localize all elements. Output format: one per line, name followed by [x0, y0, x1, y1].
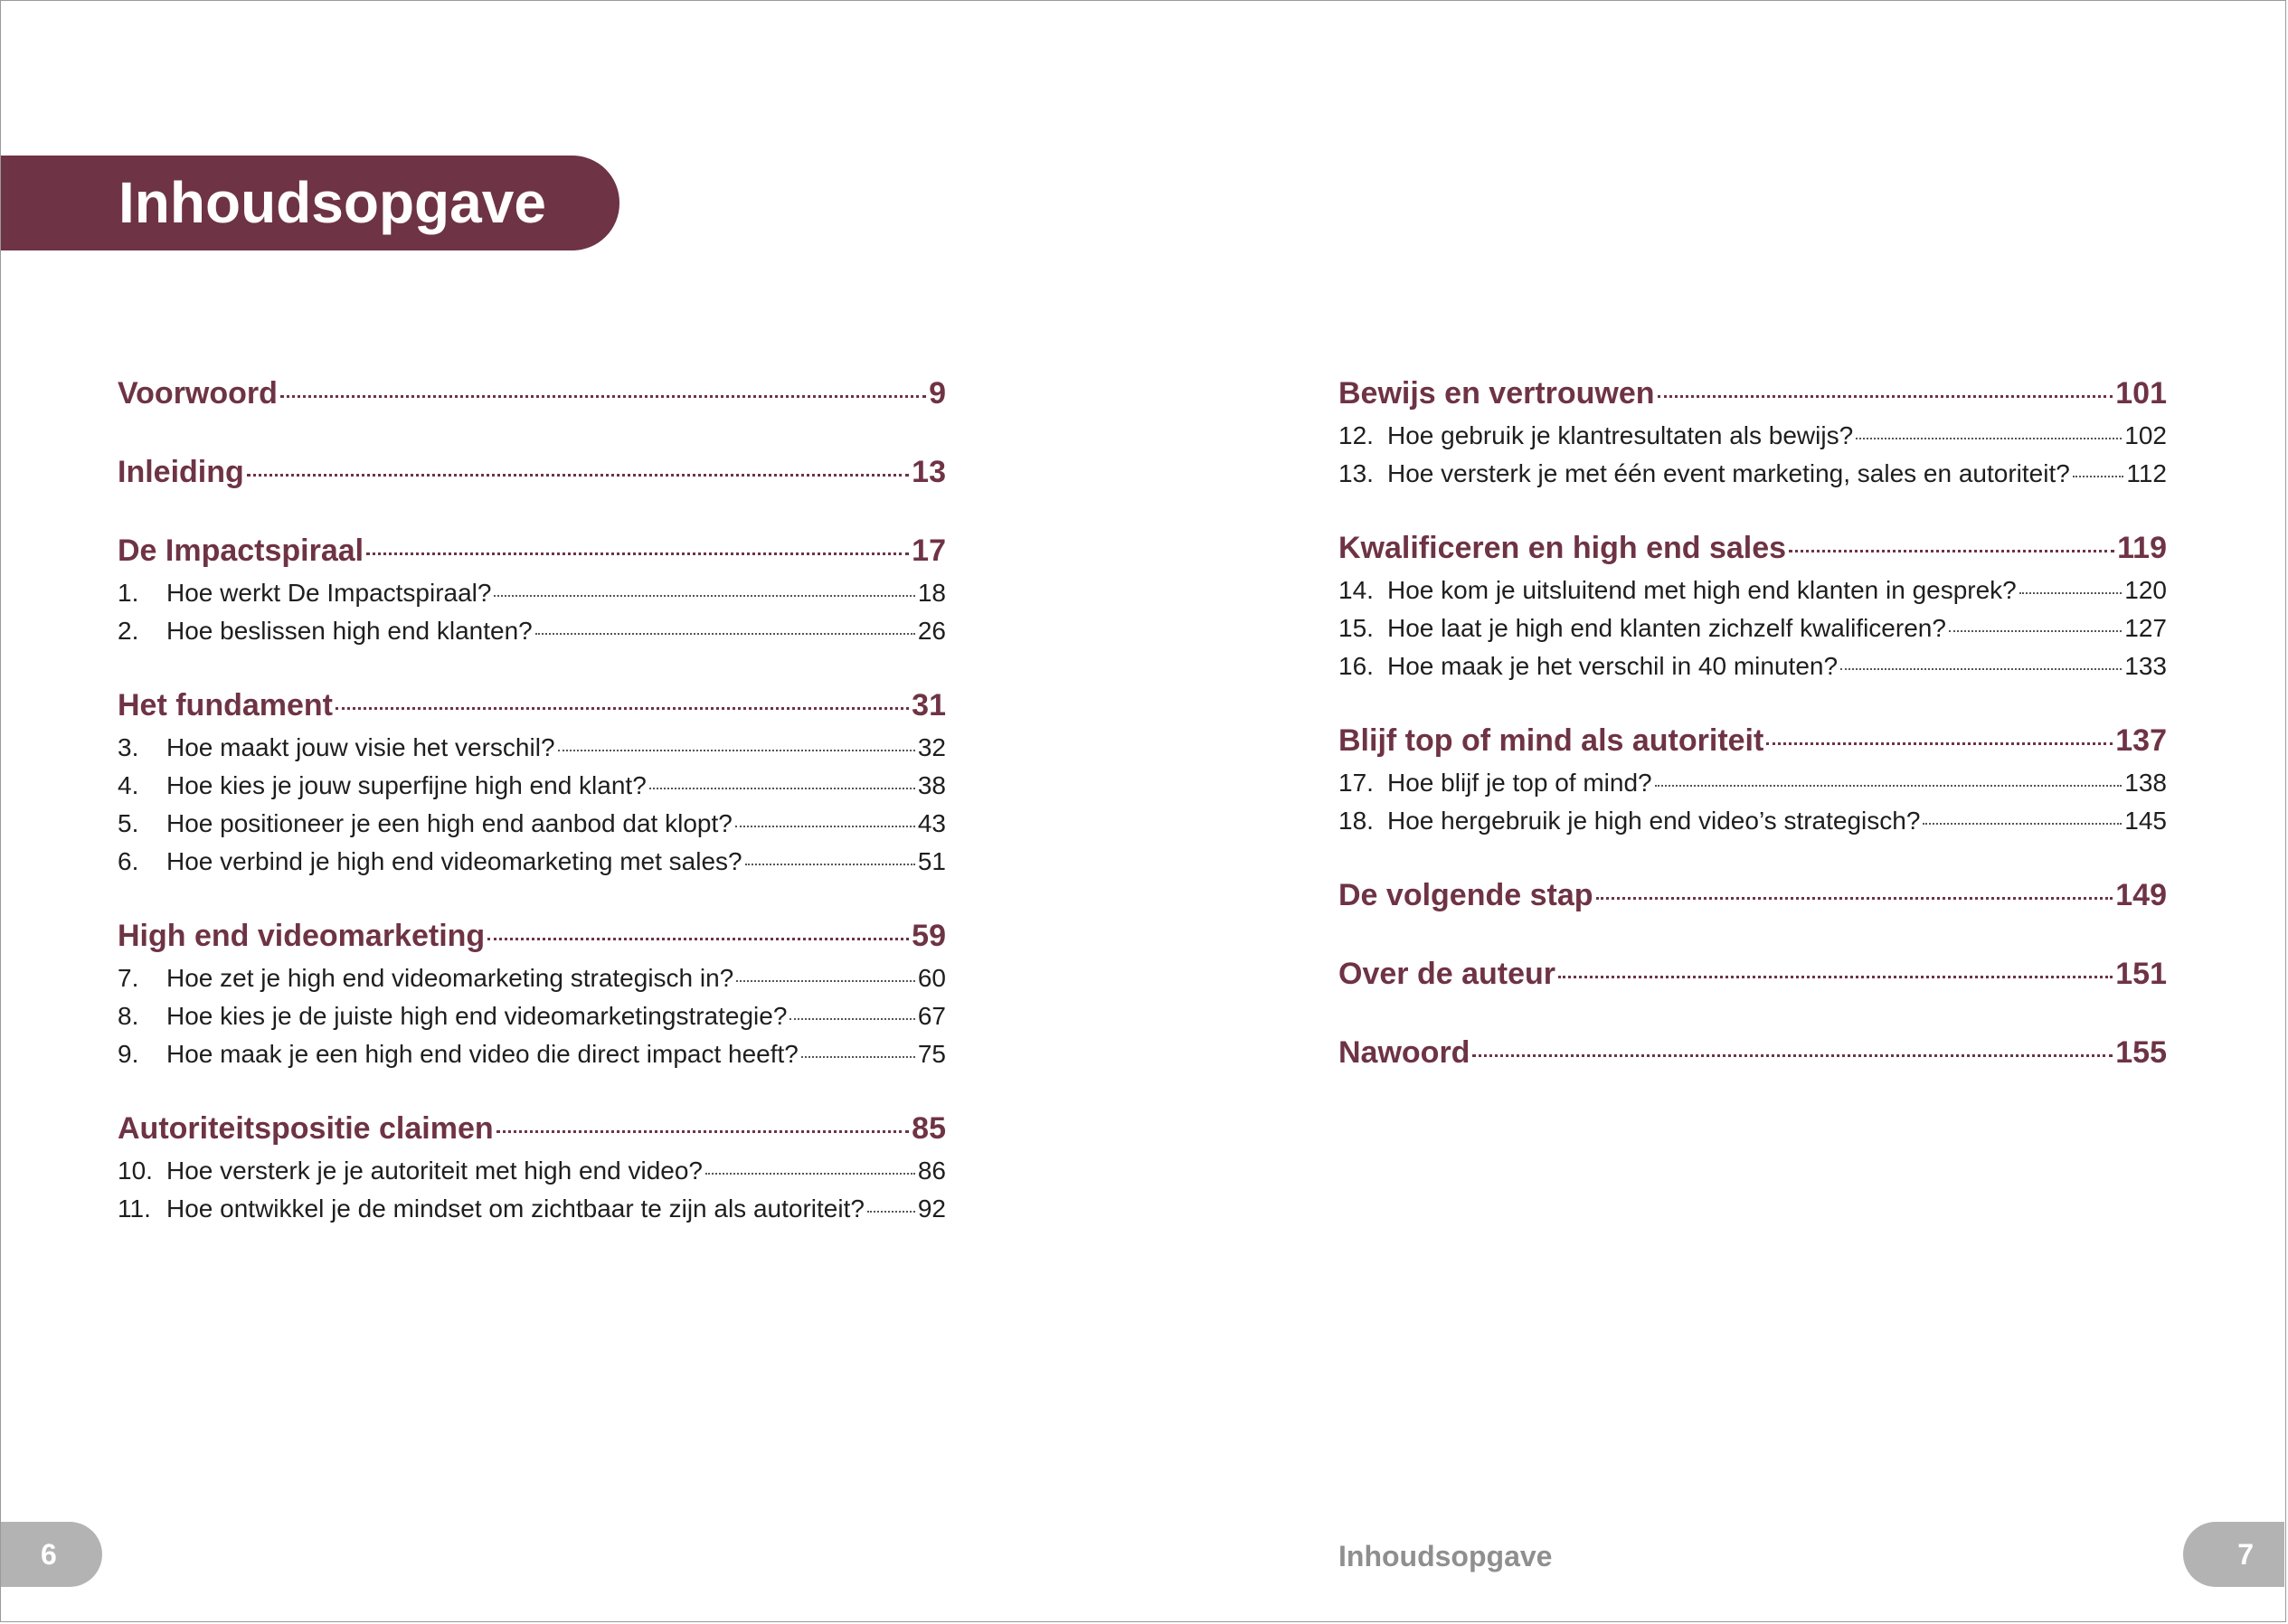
dot-leader: [1596, 896, 2113, 900]
entry-number: 13.: [1338, 459, 1374, 487]
toc-chapter[interactable]: [1338, 524, 2167, 571]
chapter-page-number: 137: [2115, 723, 2167, 758]
toc-entry[interactable]: [118, 729, 946, 767]
chapter-title: Kwalificeren en high end sales: [1338, 531, 1787, 565]
toc-entry[interactable]: [118, 805, 946, 843]
entry-number: 10.: [118, 1157, 153, 1185]
entry-page-number: 60: [917, 964, 946, 992]
dot-leader: [487, 937, 909, 940]
dot-leader: [1923, 822, 2122, 825]
entry-title: Hoe maakt jouw visie het verschil?: [166, 733, 555, 761]
entry-page-number: 133: [2124, 652, 2167, 680]
toc-entry[interactable]: [1338, 802, 2167, 840]
toc-entry[interactable]: [118, 1190, 946, 1228]
chapter-page-number: 151: [2115, 957, 2167, 991]
right-page-number: 7: [2237, 1538, 2254, 1571]
chapter-title: De Impactspiraal: [118, 533, 364, 568]
chapter-title: Autoriteitspositie claimen: [118, 1111, 494, 1146]
entry-number: 17.: [1338, 769, 1374, 797]
toc-entry[interactable]: [118, 959, 946, 997]
dot-leader: [496, 1129, 910, 1133]
toc-entry[interactable]: [118, 1152, 946, 1190]
dot-leader: [1856, 437, 2122, 439]
toc-entry[interactable]: [1338, 609, 2167, 647]
toc-entry[interactable]: [118, 997, 946, 1035]
toc-entry[interactable]: [118, 612, 946, 650]
toc-chapter[interactable]: [118, 682, 946, 729]
chapter-title: Over de auteur: [1338, 957, 1555, 991]
dot-leader: [366, 552, 909, 555]
entry-title: Hoe maak je het verschil in 40 minuten?: [1387, 652, 1839, 680]
chapter-page-number: 155: [2115, 1035, 2167, 1070]
entry-page-number: 112: [2126, 459, 2167, 487]
chapter-page-number: 59: [912, 919, 946, 953]
toc-section: [1338, 524, 2167, 685]
toc-section: [118, 370, 946, 417]
dot-leader: [1840, 667, 2122, 670]
toc-chapter[interactable]: [118, 1105, 946, 1152]
toc-entry[interactable]: [118, 843, 946, 881]
dot-leader: [1766, 741, 2113, 745]
entry-page-number: 86: [917, 1157, 946, 1185]
entry-title: Hoe maak je een high end video die direct impact heeft?: [166, 1040, 799, 1068]
entry-number: 12.: [1338, 421, 1374, 449]
chapter-page-number: 9: [929, 376, 946, 411]
chapter-title: De volgende stap: [1338, 878, 1593, 912]
toc-left-column: [118, 370, 946, 1260]
entry-title: Hoe versterk je met één event marketing, sales en autoriteit?: [1387, 459, 2070, 487]
toc-section: [118, 682, 946, 881]
toc-section: [1338, 370, 2167, 493]
chapter-title: Bewijs en vertrouwen: [1338, 376, 1655, 411]
toc-chapter[interactable]: [1338, 717, 2167, 764]
entry-title: Hoe kom je uitsluitend met high end klanten in gesprek?: [1387, 576, 2017, 604]
right-page-number-tab: [2183, 1522, 2284, 1587]
dot-leader: [494, 594, 914, 597]
toc-entry[interactable]: [118, 574, 946, 612]
entry-page-number: 26: [917, 617, 946, 645]
left-page-number-tab: [1, 1522, 102, 1587]
entry-page-number: 145: [2124, 807, 2167, 835]
entry-title: Hoe positioneer je een high end aanbod dat klopt?: [166, 809, 733, 837]
dot-leader: [789, 1017, 914, 1020]
dot-leader: [558, 749, 915, 751]
dot-leader: [1658, 394, 2113, 398]
toc-chapter[interactable]: [1338, 872, 2167, 919]
dot-leader: [2019, 591, 2123, 594]
entry-number: 5.: [118, 809, 139, 837]
dot-leader: [336, 706, 909, 710]
toc-section: [118, 527, 946, 650]
toc-entry[interactable]: [1338, 455, 2167, 493]
entry-number: 18.: [1338, 807, 1374, 835]
entry-number: 6.: [118, 847, 139, 875]
entry-page-number: 75: [917, 1040, 946, 1068]
toc-section: [118, 912, 946, 1073]
entry-title: Hoe versterk je je autoriteit met high end video?: [166, 1157, 703, 1185]
toc-entry[interactable]: [1338, 571, 2167, 609]
entry-number: 16.: [1338, 652, 1374, 680]
entry-number: 4.: [118, 771, 139, 799]
entry-page-number: 18: [917, 579, 946, 607]
toc-chapter[interactable]: [118, 448, 946, 496]
toc-section: [118, 448, 946, 496]
chapter-page-number: 13: [912, 455, 946, 489]
entry-page-number: 43: [917, 809, 946, 837]
entry-page-number: 32: [917, 733, 946, 761]
left-page-number: 6: [41, 1538, 57, 1571]
dot-leader: [745, 863, 915, 865]
dot-leader: [1949, 629, 2122, 632]
dot-leader: [649, 787, 915, 789]
entry-page-number: 127: [2124, 614, 2167, 642]
entry-page-number: 120: [2124, 576, 2167, 604]
entry-number: 2.: [118, 617, 139, 645]
toc-section: [1338, 717, 2167, 840]
chapter-page-number: 149: [2115, 878, 2167, 912]
running-title: Inhoudsopgave: [1338, 1540, 1553, 1572]
chapter-title: Voorwoord: [118, 376, 278, 411]
dot-leader: [1558, 975, 2113, 978]
chapter-page-number: 17: [912, 533, 946, 568]
chapter-title: Het fundament: [118, 688, 333, 722]
entry-number: 7.: [118, 964, 139, 992]
entry-page-number: 38: [917, 771, 946, 799]
entry-title: Hoe kies je de juiste high end videomarketingstrategie?: [166, 1002, 788, 1030]
title-banner: [1, 156, 619, 250]
chapter-title: Inleiding: [118, 455, 244, 489]
dot-leader: [1789, 549, 2114, 552]
dot-leader: [280, 394, 926, 398]
entry-title: Hoe zet je high end videomarketing strategisch in?: [166, 964, 734, 992]
entry-title: Hoe gebruik je klantresultaten als bewijs?: [1387, 421, 1854, 449]
dot-leader: [867, 1210, 915, 1213]
entry-title: Hoe beslissen high end klanten?: [166, 617, 533, 645]
dot-leader: [1472, 1053, 2113, 1057]
chapter-page-number: 119: [2117, 531, 2167, 565]
dot-leader: [2073, 475, 2124, 477]
dot-leader: [736, 979, 915, 982]
dot-leader: [705, 1172, 915, 1175]
entry-number: 3.: [118, 733, 139, 761]
toc-right-column: [1338, 370, 2167, 1108]
chapter-page-number: 31: [912, 688, 946, 722]
toc-chapter[interactable]: [1338, 1029, 2167, 1076]
entry-number: 11.: [118, 1194, 151, 1223]
entry-number: 9.: [118, 1040, 139, 1068]
entry-number: 8.: [118, 1002, 139, 1030]
toc-entry[interactable]: [118, 1035, 946, 1073]
toc-chapter[interactable]: [1338, 950, 2167, 997]
chapter-title: Nawoord: [1338, 1035, 1470, 1070]
entry-page-number: 51: [917, 847, 946, 875]
toc-section: [1338, 1029, 2167, 1076]
toc-chapter[interactable]: [1338, 370, 2167, 417]
entry-number: 15.: [1338, 614, 1374, 642]
toc-section: [1338, 950, 2167, 997]
entry-title: Hoe laat je high end klanten zichzelf kwalificeren?: [1387, 614, 1946, 642]
toc-entry[interactable]: [1338, 417, 2167, 455]
dot-leader: [1655, 784, 2123, 787]
entry-title: Hoe kies je jouw superfijne high end klant?: [166, 771, 647, 799]
entry-title: Hoe ontwikkel je de mindset om zichtbaar te zijn als autoriteit?: [166, 1194, 865, 1223]
toc-chapter[interactable]: [118, 912, 946, 959]
chapter-page-number: 101: [2115, 376, 2167, 411]
entry-page-number: 92: [917, 1194, 946, 1223]
chapter-title: Blijf top of mind als autoriteit: [1338, 723, 1764, 758]
toc-section: [1338, 872, 2167, 919]
entry-page-number: 67: [917, 1002, 946, 1030]
entry-page-number: 102: [2124, 421, 2167, 449]
entry-number: 14.: [1338, 576, 1374, 604]
chapter-page-number: 85: [912, 1111, 946, 1146]
toc-entry[interactable]: [118, 767, 946, 805]
dot-leader: [735, 825, 915, 827]
entry-title: Hoe verbind je high end videomarketing met sales?: [166, 847, 742, 875]
entry-page-number: 138: [2124, 769, 2167, 797]
chapter-title: High end videomarketing: [118, 919, 486, 953]
toc-section: [118, 1105, 946, 1228]
dot-leader: [247, 473, 909, 477]
toc-chapter[interactable]: [118, 527, 946, 574]
entry-title: Hoe hergebruik je high end video’s strategisch?: [1387, 807, 1921, 835]
toc-chapter[interactable]: [118, 370, 946, 417]
dot-leader: [801, 1055, 915, 1058]
entry-number: 1.: [118, 579, 139, 607]
entry-title: Hoe werkt De Impactspiraal?: [166, 579, 492, 607]
toc-entry[interactable]: [1338, 647, 2167, 685]
toc-entry[interactable]: [1338, 764, 2167, 802]
dot-leader: [535, 632, 915, 635]
page-title: Inhoudsopgave: [118, 170, 546, 235]
entry-title: Hoe blijf je top of mind?: [1387, 769, 1652, 797]
